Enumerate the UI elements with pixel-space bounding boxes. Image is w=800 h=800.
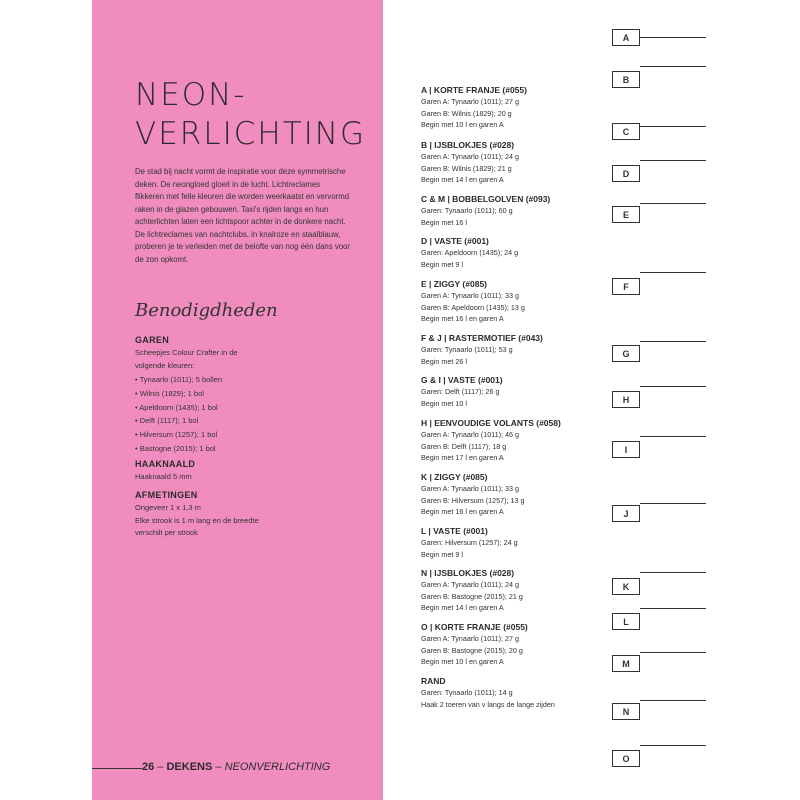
strip-block-l bbox=[421, 525, 606, 560]
strip-title: E | ZIGGY (#085) bbox=[421, 279, 487, 289]
strip-line: Garen: Apeldoorn (1435); 24 g bbox=[421, 248, 519, 257]
strip-line: Garen: Hilversum (1257); 24 g bbox=[421, 538, 518, 547]
marker-line bbox=[640, 386, 706, 387]
strip-line: Garen B: Apeldoorn (1435); 13 g bbox=[421, 302, 525, 312]
strip-marker-e: E bbox=[612, 206, 640, 223]
yarn-color-list bbox=[135, 373, 222, 456]
yarn-desc-line-2: volgende kleuren: bbox=[135, 360, 195, 370]
strip-line: Begin met 10 l en garen A bbox=[421, 120, 504, 129]
strip-line: Begin met 17 l en garen A bbox=[421, 453, 504, 462]
strip-title: B | IJSBLOKJES (#028) bbox=[421, 140, 515, 150]
strip-line: Garen: Delft (1117); 26 g bbox=[421, 387, 500, 396]
strip-line: Begin met 10 l bbox=[421, 398, 467, 408]
strip-line: Garen: Tynaarlo (1011); 53 g bbox=[421, 345, 513, 354]
marker-line bbox=[640, 608, 706, 609]
footer-rule bbox=[92, 768, 142, 769]
strip-line: Begin met 9 l bbox=[421, 259, 463, 269]
yarn-item: • Apeldoorn (1435); 1 bol bbox=[135, 402, 218, 412]
strip-line: Garen A: Tynaarlo (1011); 46 g bbox=[421, 430, 520, 439]
strip-line: Garen B: Bastogne (2015); 20 g bbox=[421, 645, 523, 655]
intro-text: De stad bij nacht vormt de inspiratie voor deze symmetrische deken. De neongloed gloeit in de lucht. Lichtreclames flikkeren met felle kleuren die worden weerkaatst en vervormd raken in de glazen gebouwen. Taxi's rijden langs en hun achterlichten laten een lichtspoor achter in de donkere nacht. De lichtreclames van nachtclubs, in knalroze en staalblauw, proberen je te verleiden met de belofte van nog één dans voor de zon opkomt. bbox=[135, 167, 350, 264]
size-line-3: verschilt per strook bbox=[135, 528, 198, 537]
strip-line: Begin met 9 l bbox=[421, 549, 463, 559]
strip-block-g-i bbox=[421, 374, 606, 409]
strip-title: RAND bbox=[421, 676, 446, 686]
strip-marker-g: G bbox=[612, 345, 640, 362]
footer-dash: – bbox=[212, 761, 225, 773]
strip-line: Garen B: Hilversum (1257); 13 g bbox=[421, 495, 525, 505]
strip-title: H | EENVOUDIGE VOLANTS (#058) bbox=[421, 418, 561, 428]
supplies-heading: Benodigdheden bbox=[135, 300, 278, 321]
marker-line bbox=[640, 700, 706, 701]
strip-line: Garen A: Tynaarlo (1011); 33 g bbox=[421, 291, 520, 300]
strip-block-b bbox=[421, 139, 606, 186]
size-title: AFMETINGEN bbox=[135, 490, 198, 500]
marker-line bbox=[640, 341, 706, 342]
strip-block-o bbox=[421, 621, 606, 668]
page-footer bbox=[142, 761, 330, 773]
marker-line bbox=[640, 66, 706, 67]
yarn-title: GAREN bbox=[135, 335, 170, 345]
strip-line: Garen: Tynaarlo (1011); 14 g bbox=[421, 688, 513, 697]
strip-marker-k: K bbox=[612, 578, 640, 595]
strip-title: L | VASTE (#001) bbox=[421, 526, 488, 536]
strip-line: Garen A: Tynaarlo (1011); 24 g bbox=[421, 580, 520, 589]
page-number: 26 bbox=[142, 761, 155, 773]
yarn-item: • Tynaarlo (1011); 5 bollen bbox=[135, 375, 222, 384]
strip-line: Haak 2 toeren van v langs de lange zijden bbox=[421, 699, 555, 709]
size-text bbox=[135, 502, 259, 540]
strip-marker-h: H bbox=[612, 391, 640, 408]
strip-title: C & M | BOBBELGOLVEN (#093) bbox=[421, 194, 551, 204]
strip-marker-n: N bbox=[612, 703, 640, 720]
marker-line bbox=[640, 126, 706, 127]
page-title-line-1: NEON- bbox=[135, 77, 247, 113]
strip-line: Garen B: Delft (1117); 18 g bbox=[421, 441, 507, 451]
size-line-2: Elke strook is 1 m lang en de breedte bbox=[135, 515, 259, 525]
strip-line: Begin met 10 l en garen A bbox=[421, 657, 504, 666]
strip-marker-j: J bbox=[612, 505, 640, 522]
footer-section: DEKENS bbox=[166, 761, 213, 773]
strip-block-c-m bbox=[421, 193, 606, 228]
strip-line: Begin met 16 l en garen A bbox=[421, 507, 504, 516]
strip-line: Begin met 16 l bbox=[421, 217, 467, 227]
strip-marker-m: M bbox=[612, 655, 640, 672]
marker-line bbox=[640, 652, 706, 653]
strip-line: Garen: Tynaarlo (1011); 60 g bbox=[421, 206, 513, 215]
strip-block-a bbox=[421, 84, 606, 131]
footer-chapter: NEONVERLICHTING bbox=[224, 761, 331, 773]
footer-dash: – bbox=[154, 761, 167, 773]
yarn-item: • Wilnis (1829); 1 bol bbox=[135, 388, 204, 398]
strip-line: Begin met 26 l bbox=[421, 356, 467, 366]
strip-block-f-j bbox=[421, 332, 606, 367]
marker-line bbox=[640, 436, 706, 437]
marker-line bbox=[640, 272, 706, 273]
strip-block-e bbox=[421, 278, 606, 325]
hook-title: HAAKNAALD bbox=[135, 459, 196, 469]
strip-marker-a: A bbox=[612, 29, 640, 46]
yarn-item: • Hilversum (1257); 1 bol bbox=[135, 430, 218, 440]
strip-line: Garen A: Tynaarlo (1011); 27 g bbox=[421, 97, 520, 106]
strip-marker-c: C bbox=[612, 123, 640, 140]
strip-block-rand bbox=[421, 675, 621, 710]
marker-line bbox=[640, 37, 706, 38]
strip-block-k bbox=[421, 471, 606, 518]
strip-title: F & J | RASTERMOTIEF (#043) bbox=[421, 333, 543, 343]
strip-block-d bbox=[421, 235, 606, 270]
strip-title: N | IJSBLOKJES (#028) bbox=[421, 568, 515, 578]
yarn-item: • Bastogne (2015); 1 bol bbox=[135, 443, 216, 453]
strip-marker-b: B bbox=[612, 71, 640, 88]
marker-line bbox=[640, 160, 706, 161]
strip-block-n bbox=[421, 567, 606, 614]
strip-line: Garen B: Bastogne (2015); 21 g bbox=[421, 591, 523, 601]
strip-line: Begin met 14 l en garen A bbox=[421, 175, 504, 184]
marker-line bbox=[640, 503, 706, 504]
strip-title: D | VASTE (#001) bbox=[421, 236, 489, 246]
strip-marker-i: I bbox=[612, 441, 640, 458]
strip-line: Begin met 14 l en garen A bbox=[421, 603, 504, 612]
strip-title: A | KORTE FRANJE (#055) bbox=[421, 85, 527, 95]
size-line-1: Ongeveer 1 x 1,3 m bbox=[135, 503, 201, 512]
marker-line bbox=[640, 572, 706, 573]
strip-block-h bbox=[421, 417, 606, 464]
strip-line: Garen A: Tynaarlo (1011); 27 g bbox=[421, 634, 520, 643]
strip-line: Garen A: Tynaarlo (1011); 33 g bbox=[421, 484, 520, 493]
hook-value: Haaknaald 5 mm bbox=[135, 472, 192, 481]
strip-marker-f: F bbox=[612, 278, 640, 295]
strip-marker-d: D bbox=[612, 165, 640, 182]
yarn-item: • Delft (1117); 1 bol bbox=[135, 416, 199, 426]
strip-title: O | KORTE FRANJE (#055) bbox=[421, 622, 528, 632]
marker-line bbox=[640, 203, 706, 204]
yarn-description bbox=[135, 347, 238, 372]
strip-marker-l: L bbox=[612, 613, 640, 630]
page-title-line-2: VERLICHTING bbox=[135, 116, 366, 152]
yarn-desc-line-1: Scheepjes Colour Crafter in de bbox=[135, 348, 238, 357]
strip-line: Garen B: Wilnis (1829); 20 g bbox=[421, 108, 512, 118]
strip-title: K | ZIGGY (#085) bbox=[421, 472, 488, 482]
marker-line bbox=[640, 745, 706, 746]
strip-line: Garen A: Tynaarlo (1011); 24 g bbox=[421, 152, 520, 161]
strip-line: Begin met 16 l en garen A bbox=[421, 314, 504, 323]
strip-line: Garen B: Wilnis (1829); 21 g bbox=[421, 163, 512, 173]
strip-title: G & I | VASTE (#001) bbox=[421, 375, 503, 385]
strip-marker-o: O bbox=[612, 750, 640, 767]
